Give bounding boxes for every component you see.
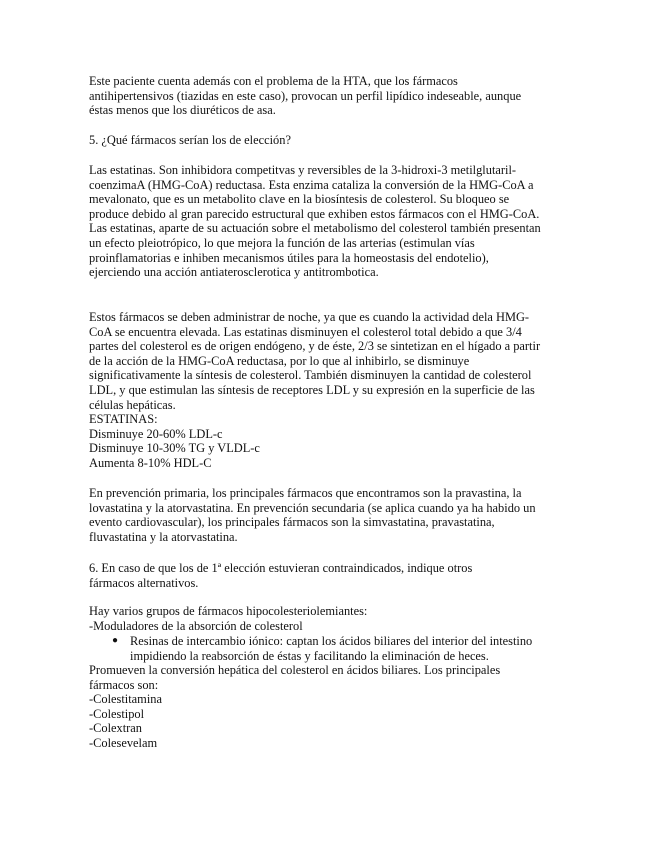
text-line: un efecto pleiotrópico, lo que mejora la función de las arterias (estimulan vías [89, 235, 475, 250]
paragraph-estatinas [89, 163, 577, 280]
question-text: 5. ¿Qué fármacos serían los de elección? [89, 133, 291, 147]
text-line: impidiendo la reabsorción de éstas y facilitando la eliminación de heces. [130, 648, 489, 663]
text-line: evento cardiovascular), los principales fármacos son la simvastatina, pravastatina, [89, 515, 495, 530]
paragraph-grupos [89, 604, 577, 633]
list-item: Disminuye 20-60% LDL-c [89, 426, 223, 441]
bullet-text [130, 634, 585, 663]
text-line: Este paciente cuenta además con el problema de la HTA, que los fármacos [89, 74, 458, 88]
paragraph-noche [89, 310, 577, 471]
text-line: de la acción de la HMG-CoA reductasa, por lo que al inhibirlo, se disminuye [89, 353, 470, 368]
text-line: ejerciendo una acción antiateroscleroticа y antitrombotica. [89, 265, 379, 280]
text-line: Las estatinas. Son inhibidora competitvas y reversibles de la 3-hidroxi-3 metilglutaril- [89, 163, 517, 177]
text-line: células hepáticas. [89, 397, 176, 412]
question-5 [89, 133, 577, 148]
text-line: antihipertensivos (tiazidas en este caso), provocan un perfil lipídico indeseable, aunque [89, 88, 522, 103]
text-line: fluvastatina y la atorvastatina. [89, 529, 238, 544]
drug-item: -Colextran [89, 721, 142, 736]
text-line: Promueven la conversión hepática del colesterol en ácidos biliares. Los principales [89, 663, 501, 677]
text-line: proinflamatorias e inhiben mecanismos útiles para la homeostasis del endotelio), [89, 250, 489, 265]
paragraph-hta [89, 74, 577, 118]
paragraph-promueven [89, 663, 577, 751]
text-line: éstas menos que los diuréticos de asa. [89, 103, 276, 118]
drug-item: -Colestipol [89, 706, 145, 721]
question-text: 6. En caso de que los de 1ª elección estuvieran contraindicados, indique otros [89, 561, 473, 575]
text-line: fármacos son: [89, 677, 159, 692]
drug-item: -Colestitamina [89, 692, 162, 707]
text-line: Resinas de intercambio iónico: captan los ácidos biliares del interior del intestino [130, 634, 533, 648]
question-6 [89, 561, 577, 590]
text-line: Hay varios grupos de fármacos hipocolesteriolemiantes: [89, 604, 368, 618]
text-line: coenzimaA (HMG-CoA) reductasa. Esta enzima cataliza la conversión de la HMG-CoA a [89, 177, 534, 192]
text-line: lovastatina y la atorvastatina. En prevención secundaria (se aplica cuando ya ha habido un [89, 500, 536, 515]
text-line: significativamente la síntesis de colesterol. También disminuyen la cantidad de colesterol [89, 368, 532, 383]
drug-item: -Colesevelam [89, 735, 158, 750]
text-line: Las estatinas, aparte de su actuación sobre el metabolismo del colesterol también presentan [89, 221, 541, 236]
list-item: Aumenta 8-10% HDL-C [89, 455, 212, 470]
text-line: produce debido al gran parecido estructural que exhiben estos fármacos con el HMG-CoA. [89, 206, 540, 221]
text-line: mevalonato, que es un metabolito clave en la biosíntesis de colesterol. Su bloqueo se [89, 192, 510, 207]
paragraph-prevencion [89, 486, 577, 544]
text-line: CoA se encuentra elevada. Las estatinas disminuyen el colesterol total debido a que 3/4 [89, 324, 522, 339]
bullet-list-item [112, 634, 577, 664]
text-line: En prevención primaria, los principales fármacos que encontramos son la pravastina, la [89, 486, 522, 500]
text-line: Estos fármacos se deben administrar de noche, ya que es cuando la actividad dela HMG- [89, 310, 530, 324]
list-item: Disminuye 10-30% TG y VLDL-c [89, 441, 260, 456]
list-heading: ESTATINAS: [89, 412, 158, 427]
text-line: -Moduladores de la absorción de colesterol [89, 618, 303, 633]
bullet-icon: ● [112, 635, 119, 646]
question-text: fármacos alternativos. [89, 575, 199, 590]
text-line: LDL, y que estimulan las síntesis de receptores LDL y su expresión en la superficie de las [89, 382, 535, 397]
text-line: partes del colesterol es de origen endógeno, y de éste, 2/3 se sintetizan en el hígado a partir [89, 339, 541, 354]
